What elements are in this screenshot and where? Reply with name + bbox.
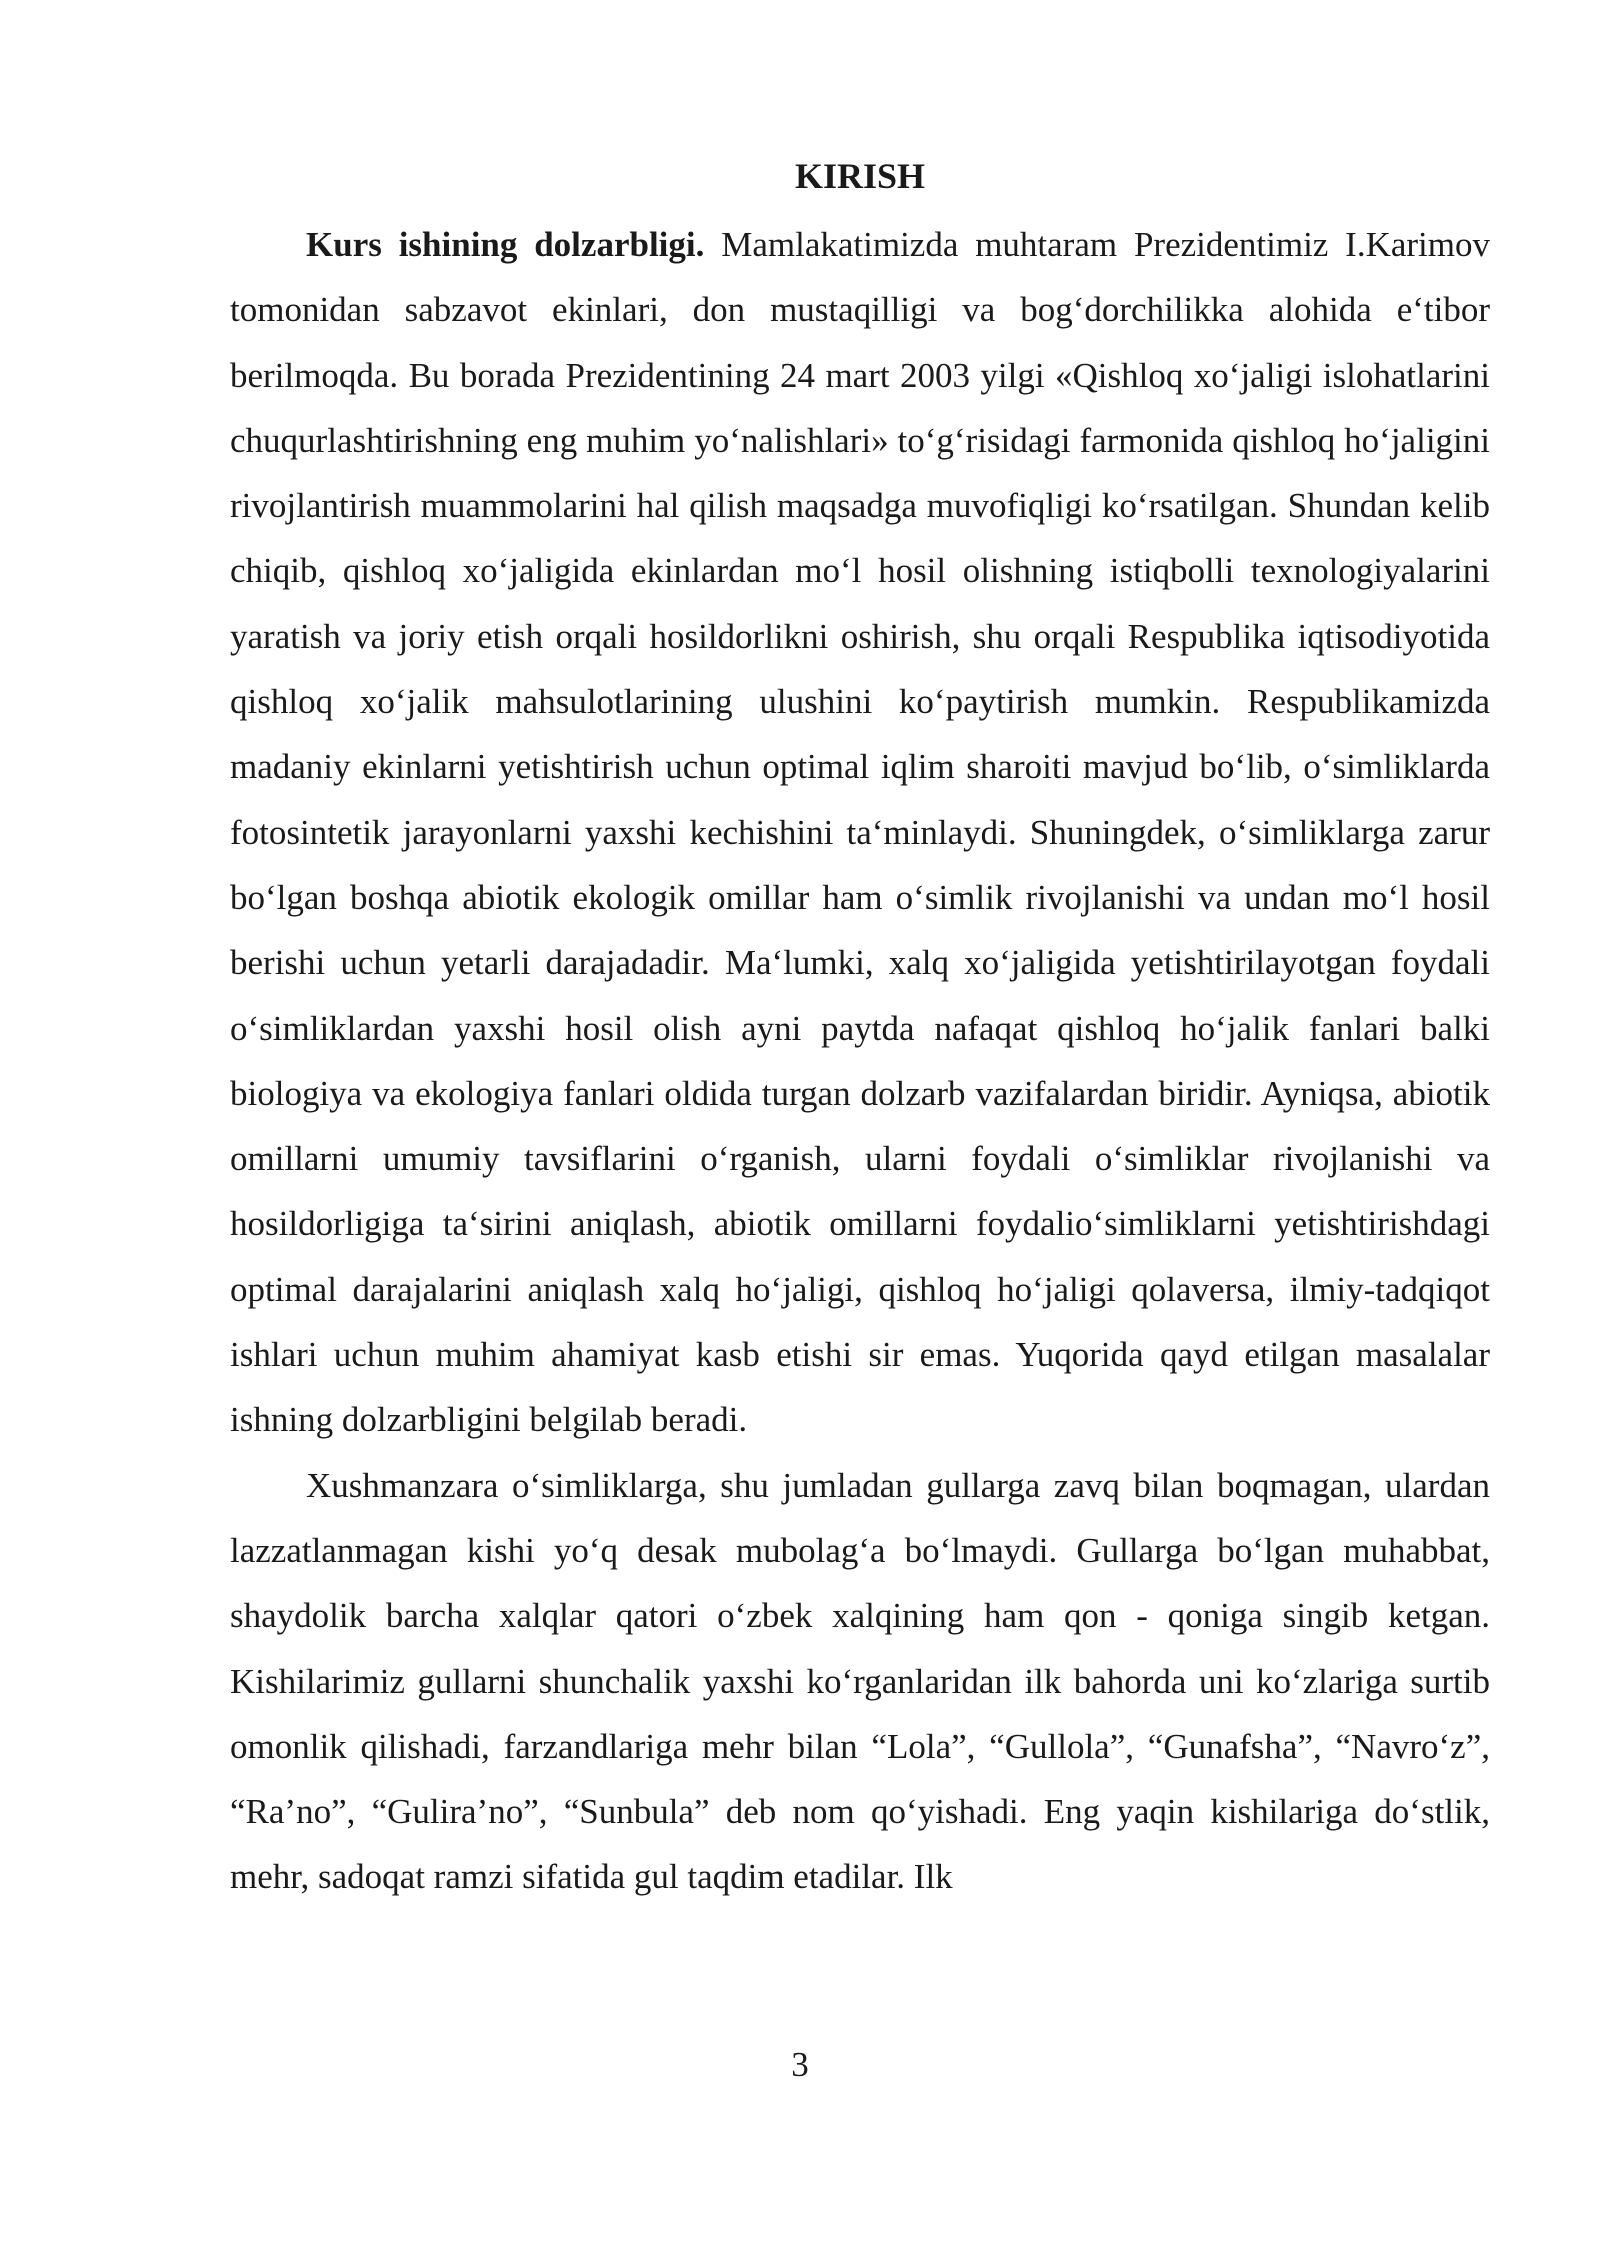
section-heading: KIRISH <box>794 156 926 196</box>
paragraph-relevance <box>230 212 1490 1453</box>
paragraph-flowers: Xushmanzara o‘simliklarga, shu jumladan gullarga zavq bilan boqmagan, ulardan lazzatlanmagan kishi yo‘q desak mubolag‘a bo‘lmaydi. Gullarga bo‘lgan muhabbat, shaydolik barcha xalqlar qatori o‘zbek xalqining ham qon - qoniga singib ketgan. Kishilarimiz gullarni shunchalik yaxshi ko‘rganlaridan ilk bahorda uni ko‘zlariga surtib omonlik qilishadi, farzandlariga mehr bilan “Lola”, “Gullola”, “Gunafsha”, “Navro‘z”, “Ra’no”, “Gulira’no”, “Sunbula” deb nom qo‘yishadi. Eng yaqin kishilariga do‘stlik, mehr, sadoqat ramzi sifatida gul taqdim etadilar. Ilk <box>230 1465 1490 1897</box>
paragraph-lead: Kurs ishining dolzarbligi. <box>306 225 705 264</box>
document-page <box>230 150 1490 1910</box>
page-number: 3 <box>791 2045 809 2084</box>
paragraph-text: Mamlakatimizda muhtaram Prezidentimiz I.Karimov tomonidan sabzavot ekinlari, don mustaqilligi va bog‘dorchilikka alohida e‘tibor berilmoqda. Bu borada Prezidentining 24 mart 2003 yilgi «Qishloq xo‘jaligi islohatlarini chuqurlashtirishning eng muhim yo‘nalishlari» to‘g‘risidagi farmonida qishloq ho‘jaligini rivojlantirish muammolarini hal qilish maqsadga muvofiqligi ko‘rsatilgan. Shundan kelib chiqib, qishloq xo‘jaligida ekinlardan mo‘l hosil olishning istiqbolli texnologiyalarini yaratish va joriy etish orqali hosildorlikni oshirish, shu orqali Respublika iqtisodiyotida qishloq xo‘jalik mahsulotlarining ulushini ko‘paytirish mumkin. Respublikamizda madaniy ekinlarni yetishtirish uchun optimal iqlim sharoiti mavjud bo‘lib, o‘simliklarda fotosintetik jarayonlarni yaxshi kechishini ta‘minlaydi. Shuningdek, o‘simliklarga zarur bo‘lgan boshqa abiotik ekologik omillar ham o‘simlik rivojlanishi va undan mo‘l hosil berishi uchun yetarli darajadadir. Ma‘lumki, xalq xo‘jaligida yetishtirilayotgan foydali o‘simliklardan yaxshi hosil olish ayni paytda nafaqat qishloq ho‘jalik fanlari balki biologiya va ekologiya fanlari oldida turgan dolzarb vazifalardan biridir. Ayniqsa, abiotik omillarni umumiy tavsiflarini o‘rganish, ularni foydali o‘simliklar rivojlanishi va hosildorligiga ta‘sirini aniqlash, abiotik omillarni foydalio‘simliklarni yetishtirishdagi optimal darajalarini aniqlash xalq ho‘jaligi, qishloq ho‘jaligi qolaversa, ilmiy-tadqiqot ishlari uchun muhim ahamiyat kasb etishi sir emas. Yuqorida qayd etilgan masalalar ishning dolzarbligini belgilab beradi. <box>230 225 1490 1440</box>
